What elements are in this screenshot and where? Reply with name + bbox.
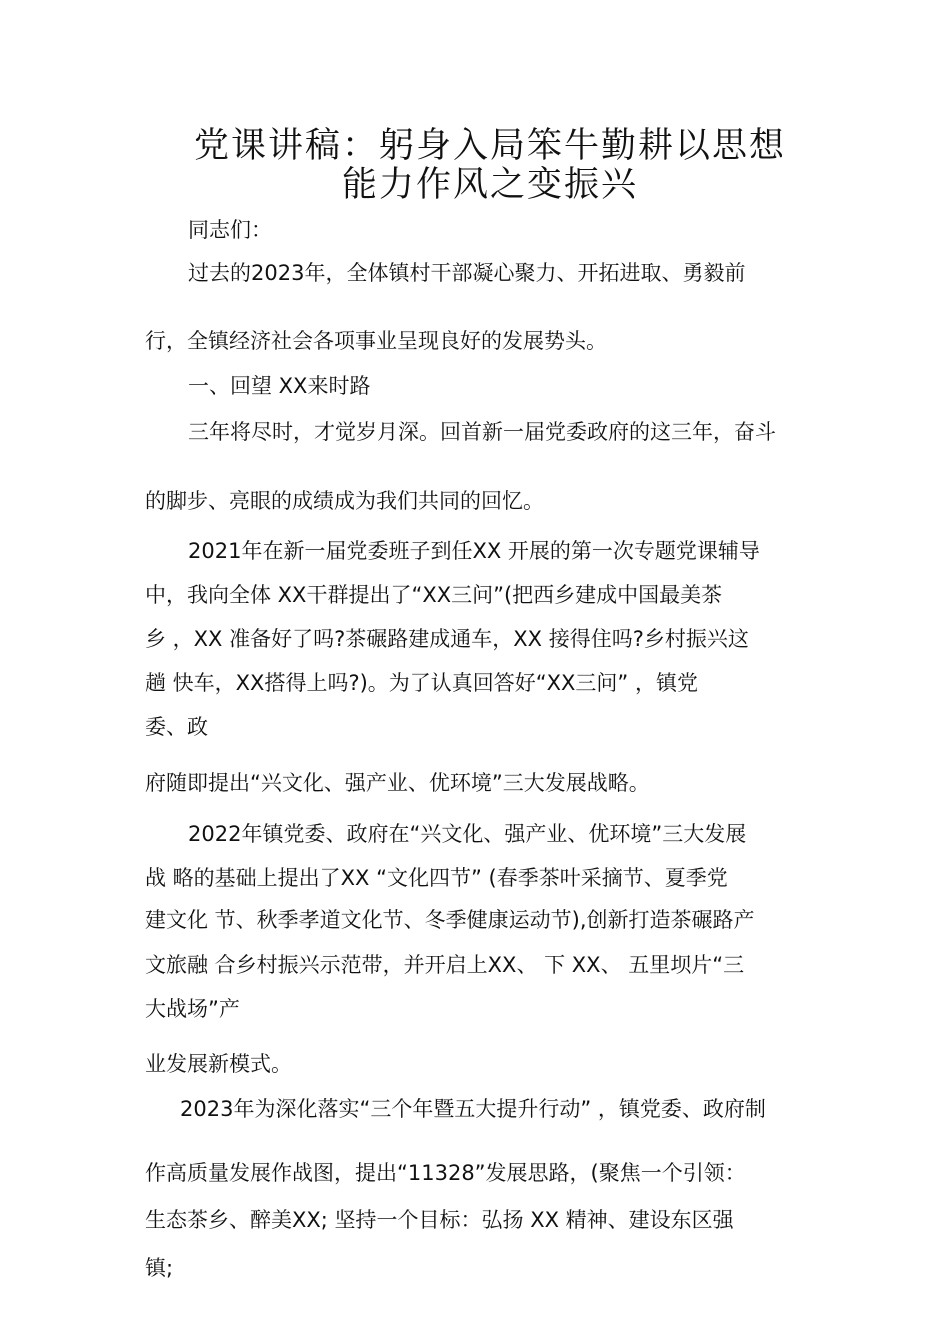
- body-line: 乡 ，XX 准备好了吗?茶碾路建成通车，XX 接得住吗?乡村振兴这: [145, 627, 749, 651]
- body-line: 建文化 节、秋季孝道文化节、冬季健康运动节),创新打造茶碾路产: [145, 908, 755, 932]
- document-title-line-1: 党课讲稿：躬身入局笨牛勤耕以思想: [193, 126, 786, 166]
- body-line: 府随即提出“兴文化、强产业、优环境”三大发展战略。: [145, 771, 650, 795]
- section-heading: 一、回望 XX来时路: [188, 374, 371, 398]
- body-line: 作高质量发展作战图，提出“11328”发展思路，(聚焦一个引领：: [145, 1161, 746, 1185]
- body-line: 2021年在新一届党委班子到任XX 开展的第一次专题党课辅导: [188, 539, 760, 563]
- body-line: 三年将尽时，才觉岁月深。回首新一届党委政府的这三年，奋斗: [188, 420, 776, 444]
- body-line: 的脚步、亮眼的成绩成为我们共同的回忆。: [145, 489, 544, 513]
- body-line: 战 略的基础上提出了XX “文化四节” (春季茶叶采摘节、夏季党: [145, 866, 728, 890]
- body-line: 趟 快车，XX搭得上吗?)。为了认真回答好“XX三问” ，镇党: [145, 671, 698, 695]
- body-line: 委、政: [145, 715, 208, 739]
- body-line: 生态茶乡、醉美XX; 坚持一个目标：弘扬 XX 精神、建设东区强: [145, 1208, 734, 1232]
- body-line: 过去的2023年，全体镇村干部凝心聚力、开拓进取、勇毅前: [188, 261, 746, 285]
- body-line: 2022年镇党委、政府在“兴文化、强产业、优环境”三大发展: [188, 822, 747, 846]
- body-line: 中，我向全体 XX干群提出了“XX三问”(把西乡建成中国最美茶: [145, 583, 723, 607]
- body-line: 行，全镇经济社会各项事业呈现良好的发展势头。: [145, 329, 607, 353]
- document-title-line-2: 能力作风之变振兴: [341, 165, 638, 205]
- body-line: 2023年为深化落实“三个年暨五大提升行动” ，镇党委、政府制: [180, 1097, 766, 1121]
- body-line: 业发展新模式。: [145, 1052, 292, 1076]
- body-line: 文旅融 合乡村振兴示范带，并开启上XX、 下 XX、 五里坝片“三: [145, 953, 745, 977]
- body-line: 镇;: [145, 1256, 174, 1280]
- salutation: 同志们：: [188, 218, 272, 242]
- body-line: 大战场”产: [145, 997, 240, 1021]
